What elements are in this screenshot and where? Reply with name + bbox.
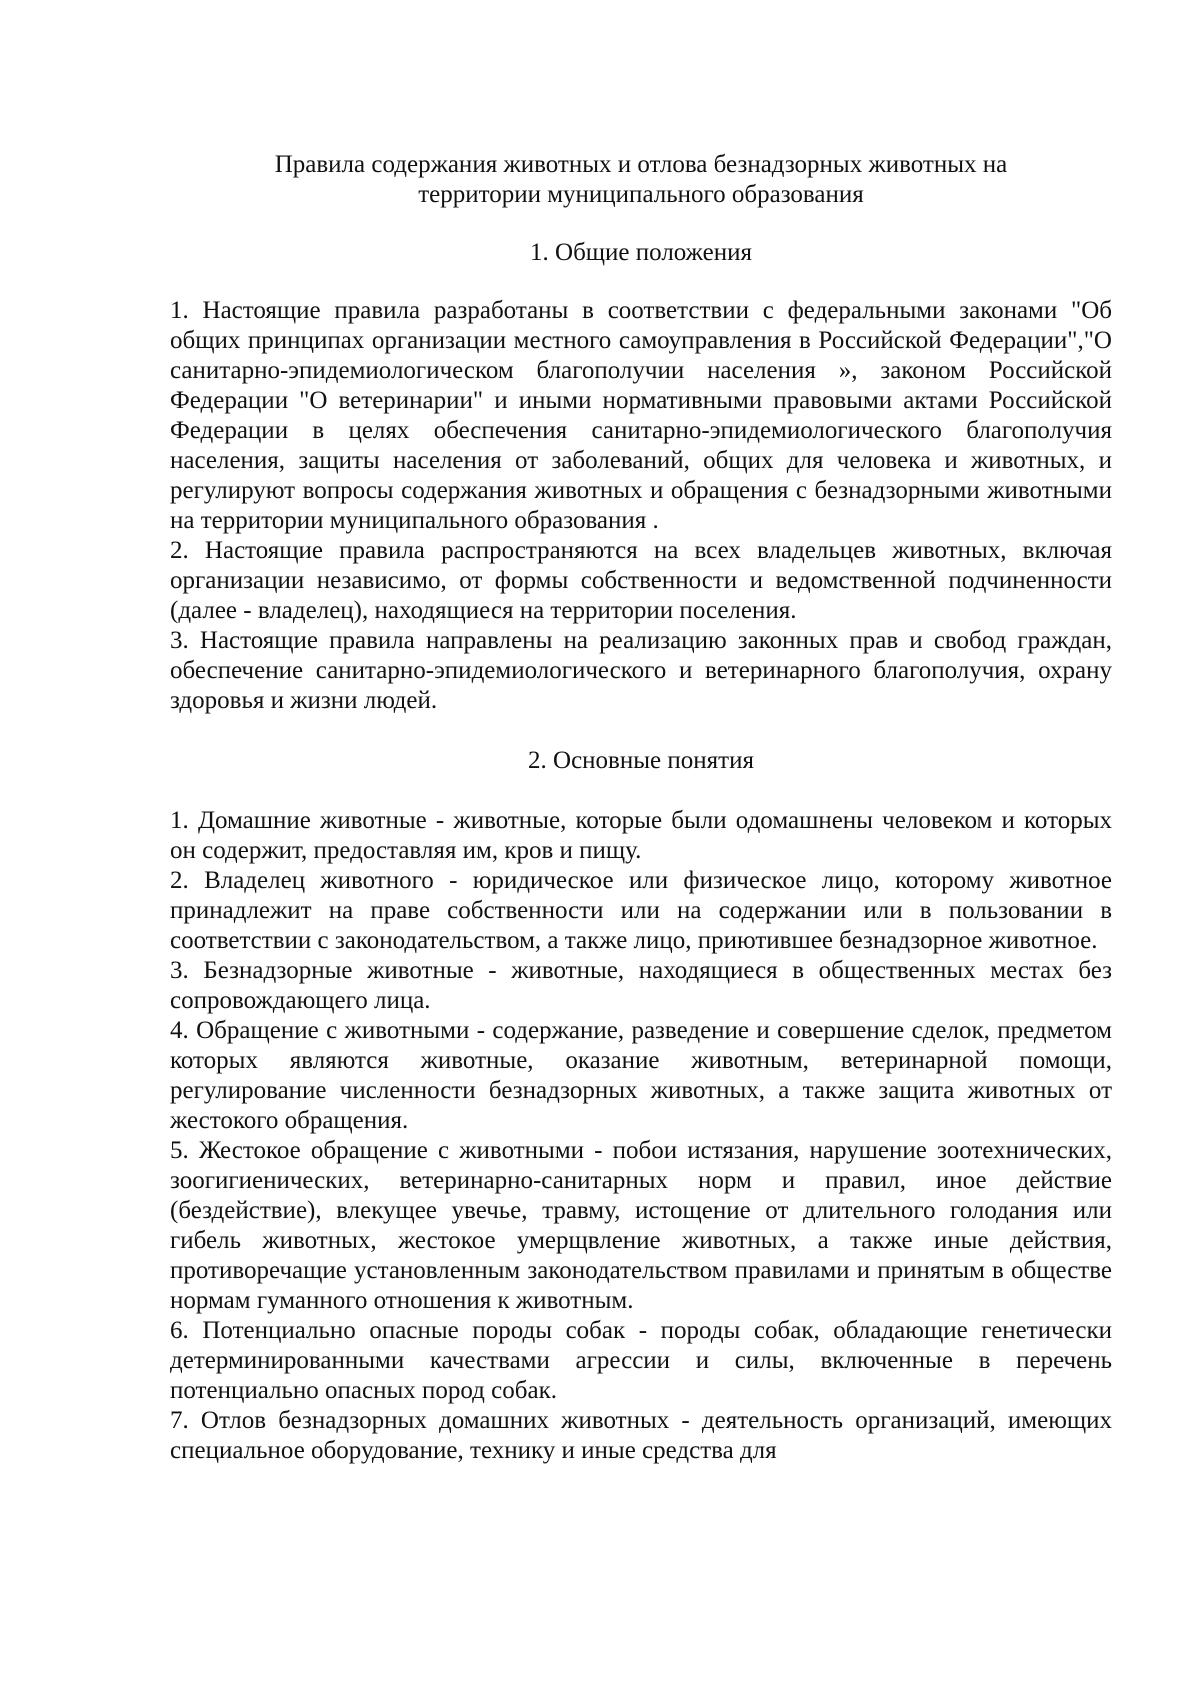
document-title-line-2: территории муниципального образования <box>418 181 864 208</box>
document-title <box>170 150 1112 210</box>
paragraph: 3. Настоящие правила направлены на реализацию законных прав и свобод граждан, обеспечение санитарно-эпидемиологического и ветеринарного благополучия, охрану здоровья и жизни людей. <box>170 627 1112 714</box>
document-page <box>170 150 1112 1466</box>
section-heading-basic-concepts: 2. Основные понятия <box>528 747 754 774</box>
paragraph: 3. Безнадзорные животные - животные, находящиеся в общественных местах без сопровождающего лица. <box>170 957 1112 1014</box>
paragraph: 2. Владелец животного - юридическое или физическое лицо, которому животное принадлежит на праве собственности или на содержании или в пользовании в соответствии с законодательством, а также лицо, приютившее безнадзорное животное. <box>170 867 1112 954</box>
paragraph: 2. Настоящие правила распространяются на всех владельцев животных, включая организации независимо, от формы собственности и ведомственной подчиненности (далее - владелец), находящиеся на территории поселения. <box>170 537 1112 624</box>
paragraph: 4. Обращение с животными - содержание, разведение и совершение сделок, предметом которых являются животные, оказание животным, ветеринарной помощи, регулирование численности безнадзорных животных, а также защита животных от жестокого обращения. <box>170 1017 1112 1134</box>
paragraph: 6. Потенциально опасные породы собак - породы собак, обладающие генетически детерминированными качествами агрессии и силы, включенные в перечень потенциально опасных пород собак. <box>170 1317 1112 1404</box>
paragraph: 1. Настоящие правила разработаны в соответствии с федеральными законами "Об общих принципах организации местного самоуправления в Российской Федерации","О санитарно-эпидемиологическом благополучии населения », законом Российской Федерации "О ветеринарии" и иными нормативными правовыми актами Российской Федерации в целях обеспечения санитарно-эпидемиологического благополучия населения, защиты населения от заболеваний, общих для человека и животных, и регулируют вопросы содержания животных и обращения с безнадзорными животными на территории муниципального образования . <box>170 297 1112 534</box>
document-title-line-1: Правила содержания животных и отлова безнадзорных животных на <box>274 151 1008 178</box>
paragraph: 7. Отлов безнадзорных домашних животных - деятельность организаций, имеющих специальное оборудование, технику и иные средства для <box>170 1407 1112 1464</box>
section-heading-general-provisions: 1. Общие положения <box>530 239 752 266</box>
paragraph: 1. Домашние животные - животные, которые были одомашнены человеком и которых он содержит, предоставляя им, кров и пищу. <box>170 807 1112 864</box>
paragraph: 5. Жестокое обращение с животными - побои истязания, нарушение зоотехнических, зоогигиенических, ветеринарно-санитарных норм и правил, иное действие (бездействие), влекущее увечье, травму, истощение от длительного голодания или гибель животных, жестокое умерщвление животных, а также иные действия, противоречащие установленным законодательством правилами и принятым в обществе нормам гуманного отношения к животным. <box>170 1137 1112 1314</box>
